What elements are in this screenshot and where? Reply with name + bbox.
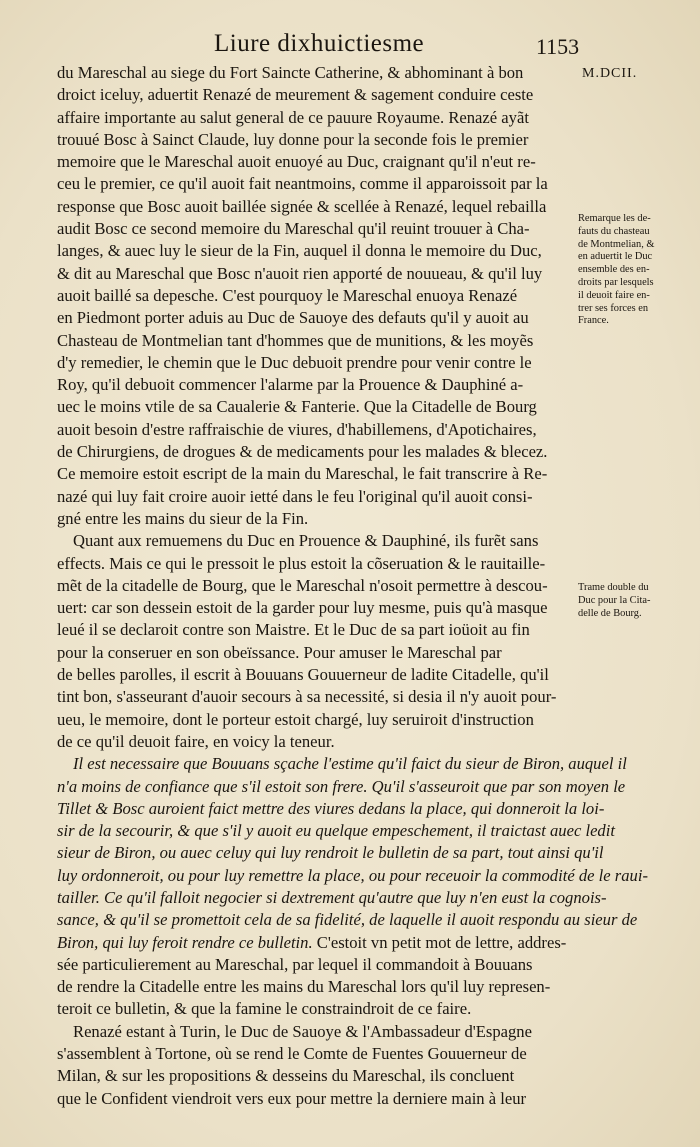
text-line: uert: car son dessein estoit de la garder pour luy mesme, puis qu'à masque xyxy=(57,598,548,618)
margin-note-line: ensemble des en- xyxy=(578,264,650,276)
text-line: ueu, le memoire, dont le porteur estoit chargé, luy seruiroit d'instruction xyxy=(57,709,534,729)
text-line: n'a moins de confiance que s'il estoit son frere. Qu'il s'asseuroit que par son moyen le xyxy=(57,776,626,796)
text-line: auoit baillé sa depesche. C'est pourquoy le Mareschal enuoya Renazé xyxy=(57,285,518,305)
margin-note-line: France. xyxy=(578,315,609,327)
text-line: sieur de Biron, ou auec celuy qui luy rendroit le bulletin de sa part, tout ainsi qu'il xyxy=(57,843,604,863)
margin-note-line: Remarque les de- xyxy=(578,213,651,224)
text-line-italic-part: Biron, qui luy feroit rendre ce bulletin. xyxy=(57,932,313,952)
text-line: sée particulierement au Mareschal, par lequel il commandoit à Bouuans xyxy=(57,954,533,974)
margin-note-line: de Montmelian, & xyxy=(578,238,655,250)
margin-note-line: Duc pour la Cita- xyxy=(578,594,651,606)
margin-note-double-plot xyxy=(578,582,650,620)
margin-note-line: trer ses forces en xyxy=(578,302,649,314)
text-line: que le Confident viendroit vers eux pour mettre la derniere main à leur xyxy=(57,1088,527,1108)
text-line: Quant aux remuemens du Duc en Prouence & Dauphiné, ils furẽt sans xyxy=(73,531,539,551)
text-line: tint bon, s'asseurant d'auoir secours à sa necessité, si desia il n'y auoit pour- xyxy=(57,687,557,707)
text-line: affaire importante au salut general de ce pauure Royaume. Renazé ayãt xyxy=(57,107,529,127)
page-number: 1153 xyxy=(536,34,580,59)
text-line: ceu le premier, ce qu'il auoit fait neantmoins, comme il apparoissoit par la xyxy=(57,174,548,194)
margin-note-line: fauts du chasteau xyxy=(578,225,650,237)
text-line: du Mareschal au siege du Fort Saincte Catherine, & abhominant à bon xyxy=(57,63,524,82)
text-line: luy ordonneroit, ou pour luy remettre la place, ou pour receuoir la commodité de le raui- xyxy=(57,865,648,885)
margin-note-line: en aduertit le Duc xyxy=(578,251,653,263)
text-line: s'assemblent à Tortone, où se rend le Comte de Fuentes Gouuerneur de xyxy=(57,1044,527,1064)
text-line: langes, & auec luy le sieur de la Fin, auquel il donna le memoire du Duc, xyxy=(57,241,542,261)
running-title: Liure dixhuictiesme xyxy=(214,30,425,57)
text-line: en Piedmont porter aduis au Duc de Sauoye des defauts qu'il y auoit au xyxy=(57,308,529,328)
text-line: memoire que le Mareschal auoit enuoyé au Duc, craignant qu'il n'eut re- xyxy=(57,152,536,172)
text-line: Roy, qu'il debuoit commencer l'alarme par la Prouence & Dauphiné a- xyxy=(57,375,524,395)
text-line xyxy=(57,932,575,954)
text-line: response que Bosc auoit baillée signée & scellée à Renazé, lequel rebailla xyxy=(57,196,547,216)
text-line: audit Bosc ce second memoire du Mareschal qu'il reuint trouuer à Cha- xyxy=(57,219,530,239)
year-marker: M.DCII. xyxy=(582,66,638,81)
text-line: trouué Bosc à Sainct Claude, luy donne pour la seconde fois le premier xyxy=(57,129,529,149)
text-line: Ce memoire estoit escript de la main du Mareschal, le fait transcrire à Re- xyxy=(57,464,548,484)
text-line: uec le moins vtile de sa Caualerie & Fanterie. Que la Citadelle de Bourg xyxy=(57,397,537,417)
margin-note-line: Trame double du xyxy=(578,582,649,593)
text-line: leué il se declaroit contre son Maistre. Et le Duc de sa part ioüoit au fin xyxy=(57,620,530,640)
text-line: Renazé estant à Turin, le Duc de Sauoye & l'Ambassadeur d'Espagne xyxy=(73,1021,532,1041)
text-line: de Chirurgiens, de drogues & de medicaments pour les malades & blecez. xyxy=(57,442,548,462)
text-line: de rendre la Citadelle entre les mains du Mareschal lors qu'il luy represen- xyxy=(57,977,551,997)
text-line: sir de la secourir, & que s'il y auoit eu quelque empeschement, il traictast auec ledit xyxy=(57,821,615,841)
margin-note-line: droits par lesquels xyxy=(578,276,654,288)
text-line: Il est necessaire que Bouuans sçache l'estime qu'il faict du sieur de Biron, auquel il xyxy=(73,754,627,774)
text-line: Tillet & Bosc auroient faict mettre des viures dedans la place, qui donneroit la loi- xyxy=(57,798,605,818)
margin-note-defects xyxy=(578,213,654,328)
text-line: pour la conseruer en son obeïssance. Pour amuser le Mareschal par xyxy=(57,642,502,662)
margin-note-line: delle de Bourg. xyxy=(578,607,642,619)
text-line: auoit besoin d'estre raffraischie de viures, d'habillemens, d'Apotichaires, xyxy=(57,419,537,439)
margin-note-line: il deuoit faire en- xyxy=(578,289,650,301)
text-line: Chasteau de Montmelian tant d'hommes que de munitions, & les moyẽs xyxy=(57,330,534,350)
text-line: gné entre les mains du sieur de la Fin. xyxy=(57,508,309,528)
text-line: tailler. Ce qu'il falloit negocier si dextrement qu'autre que luy n'en eust la cognois- xyxy=(57,887,607,907)
text-line: nazé qui luy fait croire auoir ietté dans le feu l'original qu'il auoit consi- xyxy=(57,486,533,506)
text-line: effects. Mais ce qui le pressoit le plus estoit la cõseruation & le rauitaille- xyxy=(57,553,546,573)
text-line: mẽt de la citadelle de Bourg, que le Mareschal n'osoit permettre à descou- xyxy=(57,575,548,595)
text-line: de belles parolles, il escrit à Bouuans Gouuerneur de ladite Citadelle, qu'il xyxy=(57,665,549,685)
text-line: sance, & qu'il se promettoit cela de sa fidelité, de laquelle il auoit respondu au sieur de xyxy=(57,910,638,930)
text-line: & dit au Mareschal que Bosc n'auoit rien apporté de nouueau, & qu'il luy xyxy=(57,263,543,283)
text-line: d'y remedier, le chemin que le Duc debuoit prendre pour venir contre le xyxy=(57,352,532,372)
text-line: de ce qu'il deuoit faire, en voicy la teneur. xyxy=(57,731,335,751)
text-line: teroit ce bulletin, & que la famine le constraindroit de ce faire. xyxy=(57,999,472,1019)
text-line: Milan, & sur les propositions & desseins du Mareschal, ils concluent xyxy=(57,1066,515,1086)
text-line: droict iceluy, aduertit Renazé de meurement & sagement conduire ceste xyxy=(57,85,534,105)
text-line-roman-part: C'estoit vn petit mot de lettre, addres- xyxy=(312,932,567,952)
